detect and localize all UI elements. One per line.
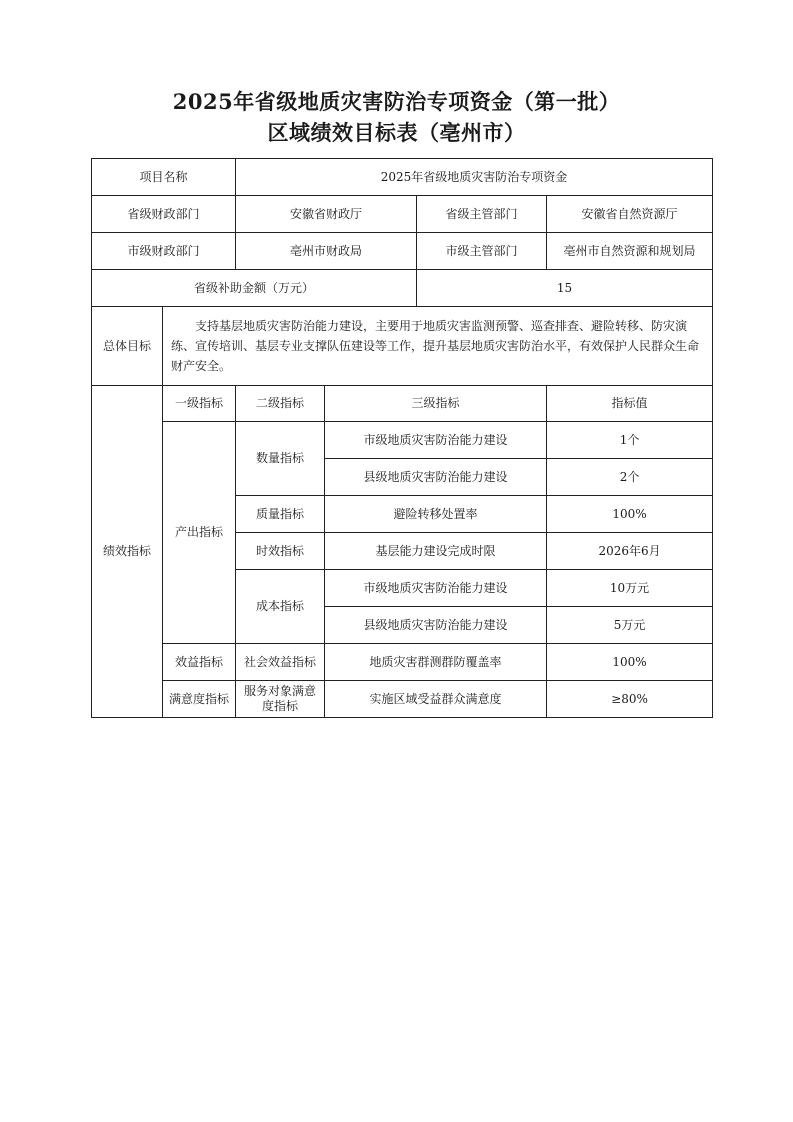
table-row (92, 644, 713, 681)
row-project-name (92, 159, 713, 196)
indicator-value: ≥80% (547, 681, 713, 718)
indicator-value: 1个 (547, 422, 713, 459)
prov-dept-label: 省级主管部门 (417, 196, 547, 233)
overall-goal-text: 支持基层地质灾害防治能力建设，主要用于地质灾害监测预警、巡查排查、避险转移、防灾演练、宣传培训、基层专业支撑队伍建设等工作，提升基层地质灾害防治水平，有效保护人民群众生命财产安全。 (163, 307, 713, 386)
document-title-line1: 2025年省级地质灾害防治专项资金（第一批） (172, 89, 621, 114)
social-benefit-indicator-label: 社会效益指标 (236, 644, 325, 681)
row-subsidy (92, 270, 713, 307)
indicator-value: 100% (547, 644, 713, 681)
indicator-value: 2个 (547, 459, 713, 496)
row-overall-goal (92, 307, 713, 386)
city-dept-value: 亳州市自然资源和规划局 (547, 233, 713, 270)
city-finance-value: 亳州市财政局 (236, 233, 417, 270)
indicator-value: 5万元 (547, 607, 713, 644)
quantity-indicator-label: 数量指标 (236, 422, 325, 496)
header-level3: 三级指标 (325, 386, 547, 422)
project-name-label: 项目名称 (92, 159, 236, 196)
level3-indicator: 县级地质灾害防治能力建设 (325, 459, 547, 496)
subsidy-value: 15 (417, 270, 713, 307)
service-satisfaction-indicator-label: 服务对象满意度指标 (236, 681, 325, 718)
level3-indicator: 市级地质灾害防治能力建设 (325, 570, 547, 607)
table-row (92, 681, 713, 718)
subsidy-label: 省级补助金额（万元） (92, 270, 417, 307)
performance-target-table (91, 158, 713, 718)
level3-indicator: 基层能力建设完成时限 (325, 533, 547, 570)
row-provincial-depts (92, 196, 713, 233)
quality-indicator-label: 质量指标 (236, 496, 325, 533)
row-indicator-headers (92, 386, 713, 422)
satisfaction-indicator-label: 满意度指标 (163, 681, 236, 718)
level3-indicator: 避险转移处置率 (325, 496, 547, 533)
prov-finance-label: 省级财政部门 (92, 196, 236, 233)
indicator-value: 100% (547, 496, 713, 533)
header-level1: 一级指标 (163, 386, 236, 422)
overall-goal-label: 总体目标 (92, 307, 163, 386)
indicator-value: 10万元 (547, 570, 713, 607)
project-name-value: 2025年省级地质灾害防治专项资金 (236, 159, 713, 196)
prov-dept-value: 安徽省自然资源厅 (547, 196, 713, 233)
document-title-line2: 区域绩效目标表（亳州市） (267, 120, 526, 145)
benefit-indicator-label: 效益指标 (163, 644, 236, 681)
header-value: 指标值 (547, 386, 713, 422)
cost-indicator-label: 成本指标 (236, 570, 325, 644)
level3-indicator: 市级地质灾害防治能力建设 (325, 422, 547, 459)
table-row (92, 422, 713, 459)
timeliness-indicator-label: 时效指标 (236, 533, 325, 570)
level3-indicator: 地质灾害群测群防覆盖率 (325, 644, 547, 681)
city-finance-label: 市级财政部门 (92, 233, 236, 270)
level3-indicator: 县级地质灾害防治能力建设 (325, 607, 547, 644)
performance-indicators-label: 绩效指标 (92, 386, 163, 718)
level3-indicator: 实施区域受益群众满意度 (325, 681, 547, 718)
indicator-value: 2026年6月 (547, 533, 713, 570)
header-level2: 二级指标 (236, 386, 325, 422)
row-city-depts (92, 233, 713, 270)
output-indicator-label: 产出指标 (163, 422, 236, 644)
prov-finance-value: 安徽省财政厅 (236, 196, 417, 233)
city-dept-label: 市级主管部门 (417, 233, 547, 270)
